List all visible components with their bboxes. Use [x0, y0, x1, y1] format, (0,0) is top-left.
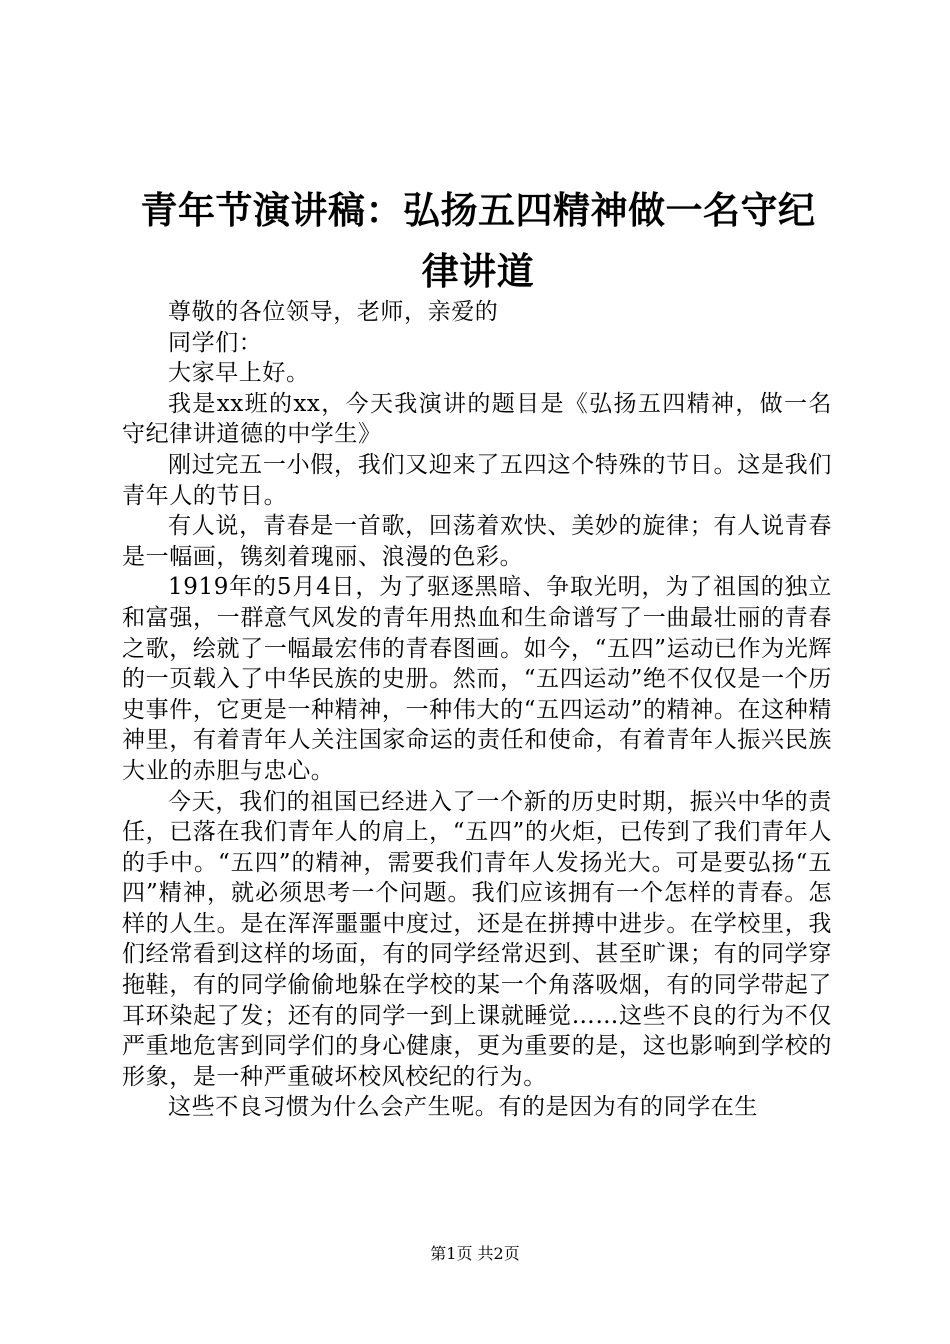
paragraph-greeting: 大家早上好。 — [168, 360, 310, 387]
paragraph-history: 1919年的5月4日，为了驱逐黑暗、争取光明，为了祖国的独立和富强，一群意气风发的青年用热血和生命谱写了一曲最壮丽的青春之歌，绘就了一幅最宏伟的青春图画。如今，“五四”运动已作为光辉的一页载入了中华民族的史册。然而，“五四运动”绝不仅仅是一个历史事件，它更是一种精神，一种伟大的“五四运动”的精神。在这种精神里，有着青年人关注国家命运的责任和使命，有着青年人振兴民族大业的赤胆与忠心。 — [122, 574, 832, 784]
paragraph-intro: 我是xx班的xx，今天我演讲的题目是《弘扬五四精神，做一名守纪律讲道德的中学生》 — [122, 390, 832, 448]
page-number: 第1页 共2页 — [430, 1244, 520, 1263]
page-title: 青年节演讲稿：弘扬五四精神做一名守纪律讲道 — [140, 189, 816, 293]
paragraph-salutation-cont: 同学们： — [168, 329, 263, 356]
paragraph-holiday: 刚过完五一小假，我们又迎来了五四这个特殊的节日。这是我们青年人的节日。 — [122, 451, 832, 509]
paragraph-habits: 这些不良习惯为什么会产生呢。有的是因为有的同学在生 — [168, 1094, 758, 1121]
paragraph-today: 今天，我们的祖国已经进入了一个新的历史时期，振兴中华的责任，已落在我们青年人的肩上，“五四”的火炬，已传到了我们青年人的手中。“五四”的精神，需要我们青年人发扬光大。可是要弘扬“五四”精神，就必须思考一个问题。我们应该拥有一个怎样的青春。怎样的人生。是在浑浑噩噩中度过，还是在拼搏中进步。在学校里，我们经常看到这样的场面，有的同学经常迟到、甚至旷课；有的同学穿拖鞋，有的同学偷偷地躲在学校的某一个角落吸烟，有的同学带起了耳环染起了发；还有的同学一到上课就睡觉……这些不良的行为不仅严重地危害到同学们的身心健康，更为重要的是，这也影响到学校的形象，是一种严重破坏校风校纪的行为。 — [122, 788, 832, 1090]
speech-body — [122, 297, 832, 1123]
paragraph-salutation: 尊敬的各位领导，老师，亲爱的 — [168, 299, 499, 325]
paragraph-youth: 有人说，青春是一首歌，回荡着欢快、美妙的旋律；有人说青春是一幅画，镌刻着瑰丽、浪漫的色彩。 — [122, 513, 832, 570]
